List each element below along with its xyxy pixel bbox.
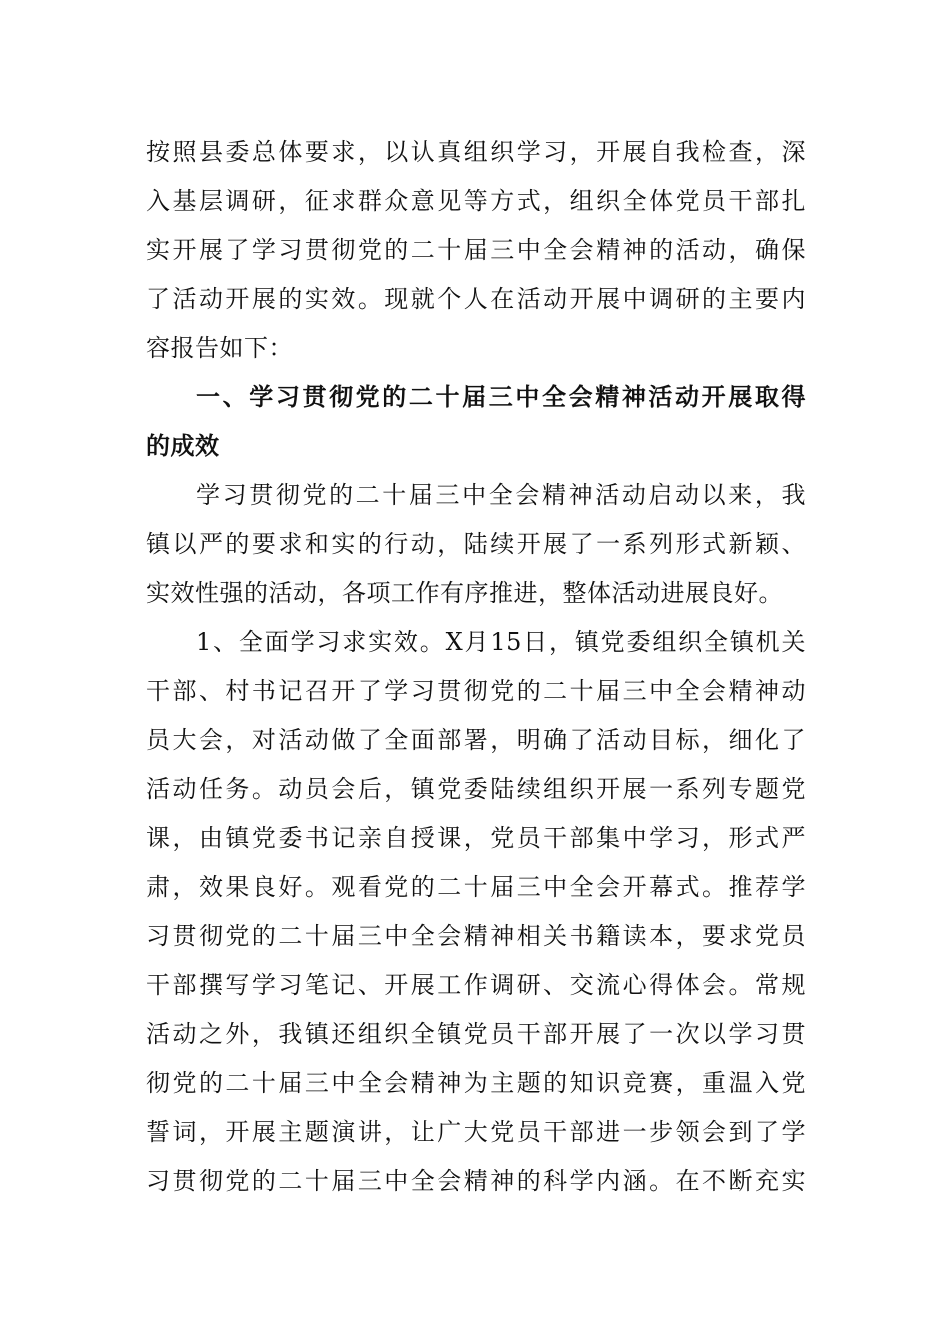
text-line: 学习贯彻党的二十届三中全会精神活动启动以来，我 (196, 481, 806, 509)
text-line: 彻党的二十届三中全会精神为主题的知识竞赛，重温入党 (146, 1069, 806, 1097)
section-heading (146, 373, 806, 471)
text-line: 入基层调研，征求群众意见等方式，组织全体党员干部扎 (146, 187, 806, 215)
text-line: 实开展了学习贯彻党的二十届三中全会精神的活动，确保 (146, 236, 806, 264)
text-line: 1、全面学习求实效。X月15日，镇党委组织全镇机关 (196, 628, 806, 656)
text-line: 干部撰写学习笔记、开展工作调研、交流心得体会。常规 (146, 971, 806, 999)
text-line: 实效性强的活动，各项工作有序推进，整体活动进展良好。 (146, 579, 783, 607)
text-line: 了活动开展的实效。现就个人在活动开展中调研的主要内 (146, 285, 806, 313)
text-line: 干部、村书记召开了学习贯彻党的二十届三中全会精神动 (146, 677, 806, 705)
intro-paragraph (146, 128, 806, 373)
document-body (146, 128, 806, 1206)
text-line: 按照县委总体要求，以认真组织学习，开展自我检查，深 (146, 138, 806, 166)
text-line: 镇以严的要求和实的行动，陆续开展了一系列形式新颖、 (146, 530, 806, 558)
text-line: 活动之外，我镇还组织全镇党员干部开展了一次以学习贯 (146, 1020, 806, 1048)
paragraph-progress (146, 471, 806, 618)
text-line: 课，由镇党委书记亲自授课，党员干部集中学习，形式严 (146, 824, 806, 852)
heading-line: 一、学习贯彻党的二十届三中全会精神活动开展取得 (196, 383, 806, 411)
text-line: 容报告如下： (146, 334, 293, 362)
text-line: 誓词，开展主题演讲，让广大党员干部进一步领会到了学 (146, 1118, 806, 1146)
text-line: 习贯彻党的二十届三中全会精神相关书籍读本，要求党员 (146, 922, 806, 950)
heading-line: 的成效 (146, 432, 220, 460)
paragraph-study (146, 618, 806, 1206)
text-line: 肃，效果良好。观看党的二十届三中全会开幕式。推荐学 (146, 873, 806, 901)
text-line: 活动任务。动员会后，镇党委陆续组织开展一系列专题党 (146, 775, 806, 803)
text-line: 员大会，对活动做了全面部署，明确了活动目标，细化了 (146, 726, 806, 754)
text-line: 习贯彻党的二十届三中全会精神的科学内涵。在不断充实 (146, 1167, 806, 1195)
